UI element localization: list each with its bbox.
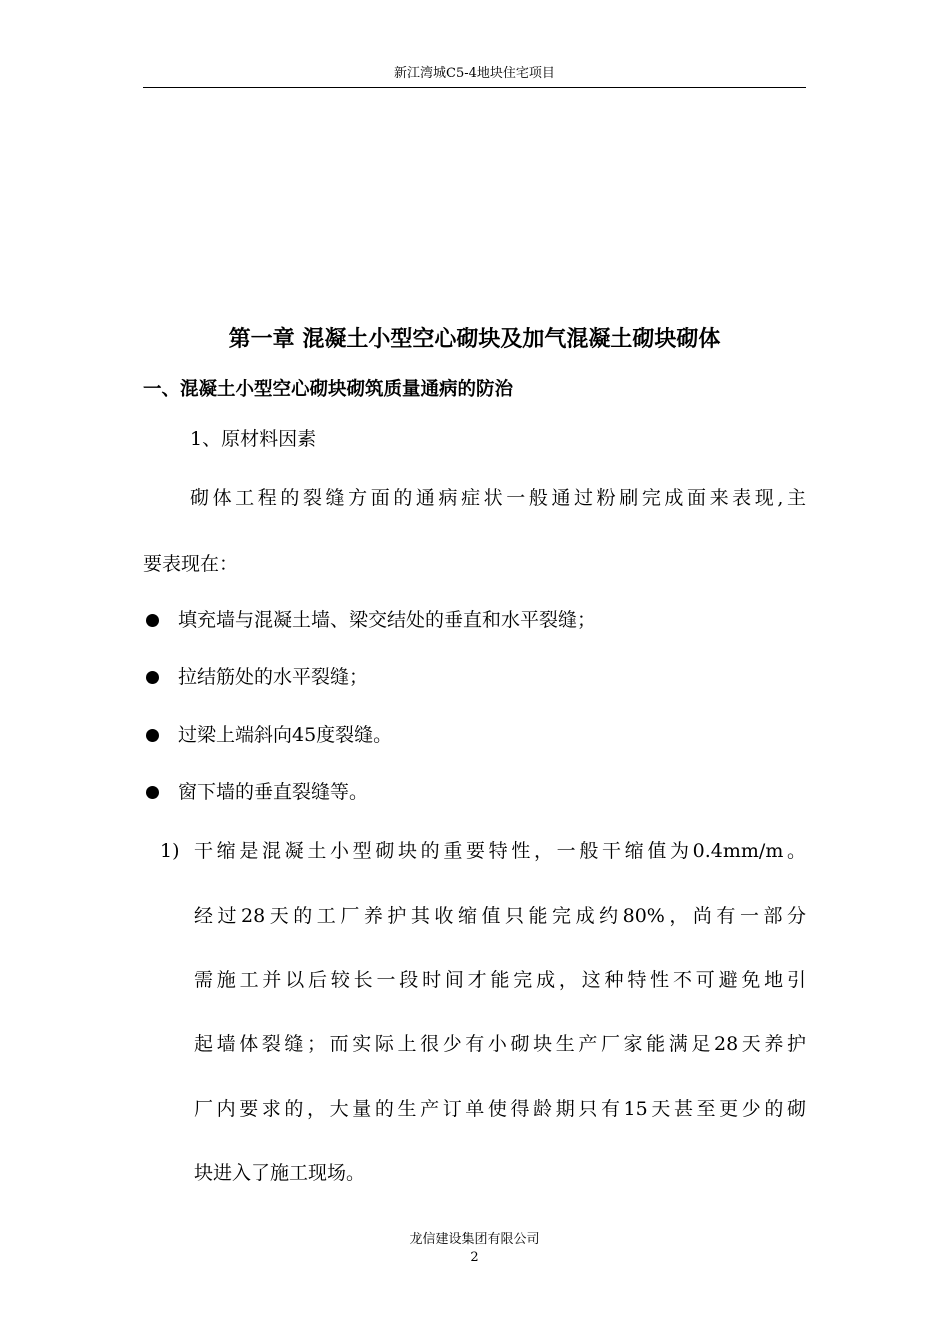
intro-line-1: 砌体工程的裂缝方面的通病症状一般通过粉刷完成面来表现,主 <box>190 487 806 509</box>
paragraph-line: 块进入了施工现场。 <box>194 1162 366 1184</box>
paragraph-line: 起墙体裂缝；而实际上很少有小砌块生产厂家能满足28天养护 <box>194 1033 806 1055</box>
bullet-text: 窗下墙的垂直裂缝等。 <box>178 781 369 803</box>
footer-company: 龙信建设集团有限公司 <box>409 1232 540 1247</box>
list-number: 1) <box>160 840 180 862</box>
bullet-dot-icon <box>146 729 159 742</box>
header-divider <box>143 87 806 88</box>
bullet-text: 过梁上端斜向45度裂缝。 <box>178 724 393 746</box>
bullet-dot-icon <box>146 786 159 799</box>
chapter-title: 第一章 混凝土小型空心砌块及加气混凝土砌块砌体 <box>228 327 721 352</box>
paragraph-line: 需施工并以后较长一段时间才能完成，这种特性不可避免地引 <box>194 969 806 991</box>
bullet-text: 填充墙与混凝土墙、梁交结处的垂直和水平裂缝； <box>178 609 597 631</box>
paragraph-line: 厂内要求的，大量的生产订单使得龄期只有15天甚至更少的砌 <box>194 1098 806 1120</box>
bullet-dot-icon <box>146 614 159 627</box>
intro-line-2: 要表现在： <box>143 553 239 575</box>
bullet-dot-icon <box>146 671 159 684</box>
page-header: 新江湾城C5-4地块住宅项目 <box>394 66 555 81</box>
section-title: 一、混凝土小型空心砌块砌筑质量通病的防治 <box>143 379 514 400</box>
paragraph-line: 干缩是混凝土小型砌块的重要特性，一般干缩值为0.4mm/m。 <box>194 840 806 862</box>
page-number: 2 <box>470 1250 479 1265</box>
bullet-text: 拉结筋处的水平裂缝； <box>178 666 369 688</box>
paragraph-line: 经过28天的工厂养护其收缩值只能完成约80%，尚有一部分 <box>194 905 806 927</box>
subsection-title: 1、原材料因素 <box>190 428 317 450</box>
